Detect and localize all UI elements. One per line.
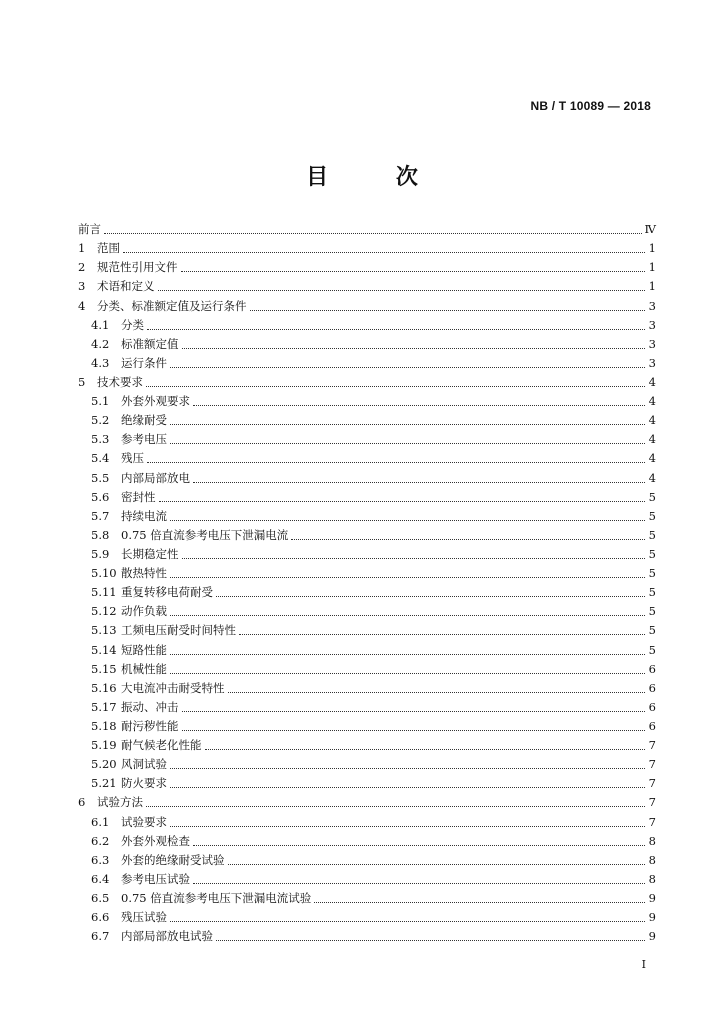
dot-leader	[193, 845, 645, 846]
toc-entry[interactable]	[78, 851, 656, 870]
toc-entry[interactable]	[78, 927, 656, 946]
dot-leader	[216, 940, 645, 941]
toc-entry-label: 外套外观要求	[121, 394, 190, 409]
toc-entry-label: 密封性	[121, 489, 156, 504]
toc-entry-number: 4	[78, 298, 86, 313]
dot-leader	[182, 558, 646, 559]
toc-entry-page: 4	[648, 394, 656, 409]
toc-entry[interactable]	[78, 621, 656, 640]
toc-entry-label: 0.75 倍直流参考电压下泄漏电流	[121, 527, 289, 542]
toc-entry-label: 外套外观检查	[121, 833, 190, 848]
dot-leader	[147, 462, 645, 463]
toc-entry-page: 1	[648, 279, 656, 294]
toc-entry-number: 5.11	[91, 585, 117, 600]
dot-leader	[291, 539, 645, 540]
dot-leader	[170, 424, 645, 425]
toc-entry-number: 5.20	[91, 757, 117, 772]
toc-entry-number: 5.10	[91, 566, 117, 581]
toc-entry-page: 9	[648, 910, 656, 925]
toc-entry[interactable]	[78, 583, 656, 602]
toc-entry-label: 风洞试验	[121, 757, 167, 772]
toc-entry[interactable]	[78, 507, 656, 526]
toc-entry[interactable]	[78, 698, 656, 717]
dot-leader	[170, 826, 645, 827]
toc-entry-label: 残压试验	[121, 910, 167, 925]
dot-leader	[123, 252, 645, 253]
toc-entry-label: 重复转移电荷耐受	[121, 585, 213, 600]
toc-entry[interactable]	[78, 679, 656, 698]
toc-entry-page: 4	[648, 432, 656, 447]
toc-entry-number: 6.4	[91, 871, 110, 886]
toc-entry[interactable]	[78, 296, 656, 315]
toc-entry-page: 1	[648, 260, 656, 275]
toc-entry[interactable]	[78, 660, 656, 679]
toc-entry[interactable]	[78, 870, 656, 889]
toc-entry-page: 8	[648, 833, 656, 848]
toc-entry-page: 7	[648, 757, 656, 772]
toc-entry-label: 大电流冲击耐受特性	[121, 680, 225, 695]
standard-code: NB / T 10089 — 2018	[530, 99, 651, 113]
dot-leader	[182, 711, 646, 712]
dot-leader	[193, 883, 645, 884]
toc-entry-label: 振动、冲击	[121, 699, 179, 714]
toc-entry-number: 5.13	[91, 623, 117, 638]
toc-entry-number: 5.8	[91, 527, 110, 542]
dot-leader	[170, 673, 645, 674]
dot-leader	[170, 520, 645, 521]
toc-entry[interactable]	[78, 793, 656, 812]
toc-entry[interactable]	[78, 602, 656, 621]
toc-entry[interactable]	[78, 717, 656, 736]
toc-entry[interactable]	[78, 889, 656, 908]
toc-entry-label: 机械性能	[121, 661, 167, 676]
dot-leader	[181, 271, 646, 272]
toc-entry-page: 8	[648, 852, 656, 867]
toc-entry-number: 2	[78, 260, 86, 275]
toc-entry[interactable]	[78, 832, 656, 851]
toc-entry-page: 5	[648, 642, 656, 657]
toc-entry-label: 耐气候老化性能	[121, 738, 202, 753]
toc-entry[interactable]	[78, 736, 656, 755]
toc-entry-number: 5.16	[91, 680, 117, 695]
dot-leader	[239, 634, 645, 635]
toc-entry-label: 短路性能	[121, 642, 167, 657]
toc-entry-number: 5.19	[91, 738, 117, 753]
toc-entry[interactable]	[78, 430, 656, 449]
toc-entry-page: 3	[648, 298, 656, 313]
toc-entry-label: 参考电压试验	[121, 871, 190, 886]
toc-entry-label: 试验要求	[121, 814, 167, 829]
toc-entry-page: 5	[648, 489, 656, 504]
footer-page-number: I	[641, 958, 646, 971]
toc-entry-number: 6.6	[91, 910, 110, 925]
dot-leader	[193, 482, 645, 483]
toc-entry[interactable]	[78, 526, 656, 545]
dot-leader	[159, 501, 646, 502]
toc-entry-page: 6	[648, 718, 656, 733]
toc-entry[interactable]	[78, 468, 656, 487]
toc-entry[interactable]	[78, 449, 656, 468]
toc-entry-label: 散热特性	[121, 566, 167, 581]
toc-entry[interactable]	[78, 316, 656, 335]
toc-entry-page: 4	[648, 413, 656, 428]
toc-entry-page: 4	[648, 374, 656, 389]
toc-entry-number: 1	[78, 241, 86, 256]
toc-entry-number: 3	[78, 279, 86, 294]
dot-leader	[314, 902, 645, 903]
toc-entry-label: 绝缘耐受	[121, 413, 167, 428]
toc-entry-label: 0.75 倍直流参考电压下泄漏电流试验	[121, 890, 312, 905]
toc-entry-page: 6	[648, 699, 656, 714]
toc-entry[interactable]	[78, 258, 656, 277]
dot-leader	[170, 768, 645, 769]
toc-entry-number: 5.1	[91, 394, 110, 409]
toc-entry-number: 4.1	[91, 317, 110, 332]
toc-entry-page: 1	[648, 241, 656, 256]
toc-entry-number: 5	[78, 374, 86, 389]
toc-entry-number: 5.21	[91, 776, 117, 791]
dot-leader	[170, 654, 645, 655]
toc-entry-number: 6.5	[91, 890, 110, 905]
page-title: 目 次	[306, 164, 448, 190]
toc-entry[interactable]	[78, 564, 656, 583]
dot-leader	[170, 787, 645, 788]
toc-entry-label: 防火要求	[121, 776, 167, 791]
toc-entry-page: 5	[648, 546, 656, 561]
toc-entry-page: 4	[648, 451, 656, 466]
dot-leader	[193, 405, 645, 406]
toc-entry[interactable]	[78, 220, 656, 239]
dot-leader	[146, 386, 645, 387]
toc-entry[interactable]	[78, 373, 656, 392]
toc-entry-label: 动作负载	[121, 604, 167, 619]
toc-entry-label: 规范性引用文件	[97, 260, 178, 275]
toc-entry-label: 耐污秽性能	[121, 718, 179, 733]
toc-entry-number: 5.2	[91, 413, 110, 428]
toc-entry-label: 分类、标准额定值及运行条件	[97, 298, 247, 313]
toc-entry-page: 4	[648, 470, 656, 485]
toc-entry-page: 3	[648, 355, 656, 370]
toc-entry[interactable]	[78, 545, 656, 564]
toc-entry[interactable]	[78, 392, 656, 411]
toc-entry-label: 参考电压	[121, 432, 167, 447]
toc-entry-label: 技术要求	[97, 374, 143, 389]
dot-leader	[158, 290, 646, 291]
toc-entry[interactable]	[78, 411, 656, 430]
toc-entry-number: 5.14	[91, 642, 117, 657]
toc-entry-number: 5.4	[91, 451, 110, 466]
toc-entry-number: 6	[78, 795, 86, 810]
toc-entry-label: 前言	[78, 222, 101, 237]
dot-leader	[228, 692, 646, 693]
toc-entry-number: 6.2	[91, 833, 110, 848]
toc-entry[interactable]	[78, 774, 656, 793]
toc-entry[interactable]	[78, 239, 656, 258]
toc-entry-label: 标准额定值	[121, 336, 179, 351]
toc-entry-label: 长期稳定性	[121, 546, 179, 561]
dot-leader	[216, 596, 645, 597]
toc-entry[interactable]	[78, 335, 656, 354]
toc-entry-page: 5	[648, 508, 656, 523]
toc-entry-page: 5	[648, 604, 656, 619]
toc-entry-page: 6	[648, 661, 656, 676]
toc-entry-number: 6.3	[91, 852, 110, 867]
dot-leader	[170, 577, 645, 578]
toc-entry[interactable]	[78, 755, 656, 774]
toc-entry-label: 试验方法	[97, 795, 143, 810]
dot-leader	[250, 310, 646, 311]
toc-entry-number: 5.17	[91, 699, 117, 714]
toc-entry[interactable]	[78, 354, 656, 373]
toc-entry-page: 8	[648, 871, 656, 886]
toc-entry[interactable]	[78, 488, 656, 507]
toc-entry-label: 外套的绝缘耐受试验	[121, 852, 225, 867]
toc-entry-label: 内部局部放电试验	[121, 929, 213, 944]
toc-entry-page: 3	[648, 317, 656, 332]
toc-entry-page: 6	[648, 680, 656, 695]
toc-entry-number: 4.3	[91, 355, 110, 370]
dot-leader	[170, 367, 645, 368]
toc-entry-label: 范围	[97, 241, 120, 256]
toc-entry-number: 5.15	[91, 661, 117, 676]
toc-entry[interactable]	[78, 812, 656, 831]
toc-entry-number: 6.7	[91, 929, 110, 944]
toc-entry-number: 6.1	[91, 814, 110, 829]
toc-entry-number: 4.2	[91, 336, 110, 351]
toc-entry-number: 5.5	[91, 470, 110, 485]
toc-entry-page: 5	[648, 527, 656, 542]
dot-leader	[182, 730, 646, 731]
toc-entry-page: 9	[648, 929, 656, 944]
dot-leader	[147, 329, 645, 330]
toc-entry-number: 5.18	[91, 718, 117, 733]
dot-leader	[228, 864, 646, 865]
toc-entry-page: 7	[648, 795, 656, 810]
toc-entry-number: 5.12	[91, 604, 117, 619]
toc-entry-page: 9	[648, 890, 656, 905]
toc-entry-page: 5	[648, 585, 656, 600]
dot-leader	[170, 921, 645, 922]
toc-entry-number: 5.9	[91, 546, 110, 561]
toc-entry-number: 5.7	[91, 508, 110, 523]
toc-entry-label: 持续电流	[121, 508, 167, 523]
toc-entry-number: 5.3	[91, 432, 110, 447]
toc-entry-page: 7	[648, 814, 656, 829]
dot-leader	[182, 348, 646, 349]
toc-entry-number: 5.6	[91, 489, 110, 504]
toc-entry-label: 残压	[121, 451, 144, 466]
toc-entry-label: 内部局部放电	[121, 470, 190, 485]
toc-entry-page: 5	[648, 623, 656, 638]
toc-entry-label: 工频电压耐受时间特性	[121, 623, 236, 638]
toc-entry-page: 7	[648, 738, 656, 753]
toc-entry-label: 术语和定义	[97, 279, 155, 294]
dot-leader	[205, 749, 646, 750]
toc-entry[interactable]	[78, 908, 656, 927]
toc-entry[interactable]	[78, 640, 656, 659]
dot-leader	[146, 806, 645, 807]
dot-leader	[170, 443, 645, 444]
toc-entry-label: 运行条件	[121, 355, 167, 370]
toc-entry-page: 3	[648, 336, 656, 351]
toc-entry-label: 分类	[121, 317, 144, 332]
table-of-contents	[78, 220, 656, 946]
toc-entry-page: 5	[648, 566, 656, 581]
toc-entry-page: 7	[648, 776, 656, 791]
dot-leader	[170, 615, 645, 616]
dot-leader	[104, 233, 642, 234]
toc-entry[interactable]	[78, 277, 656, 296]
toc-entry-page: Ⅳ	[644, 222, 656, 237]
